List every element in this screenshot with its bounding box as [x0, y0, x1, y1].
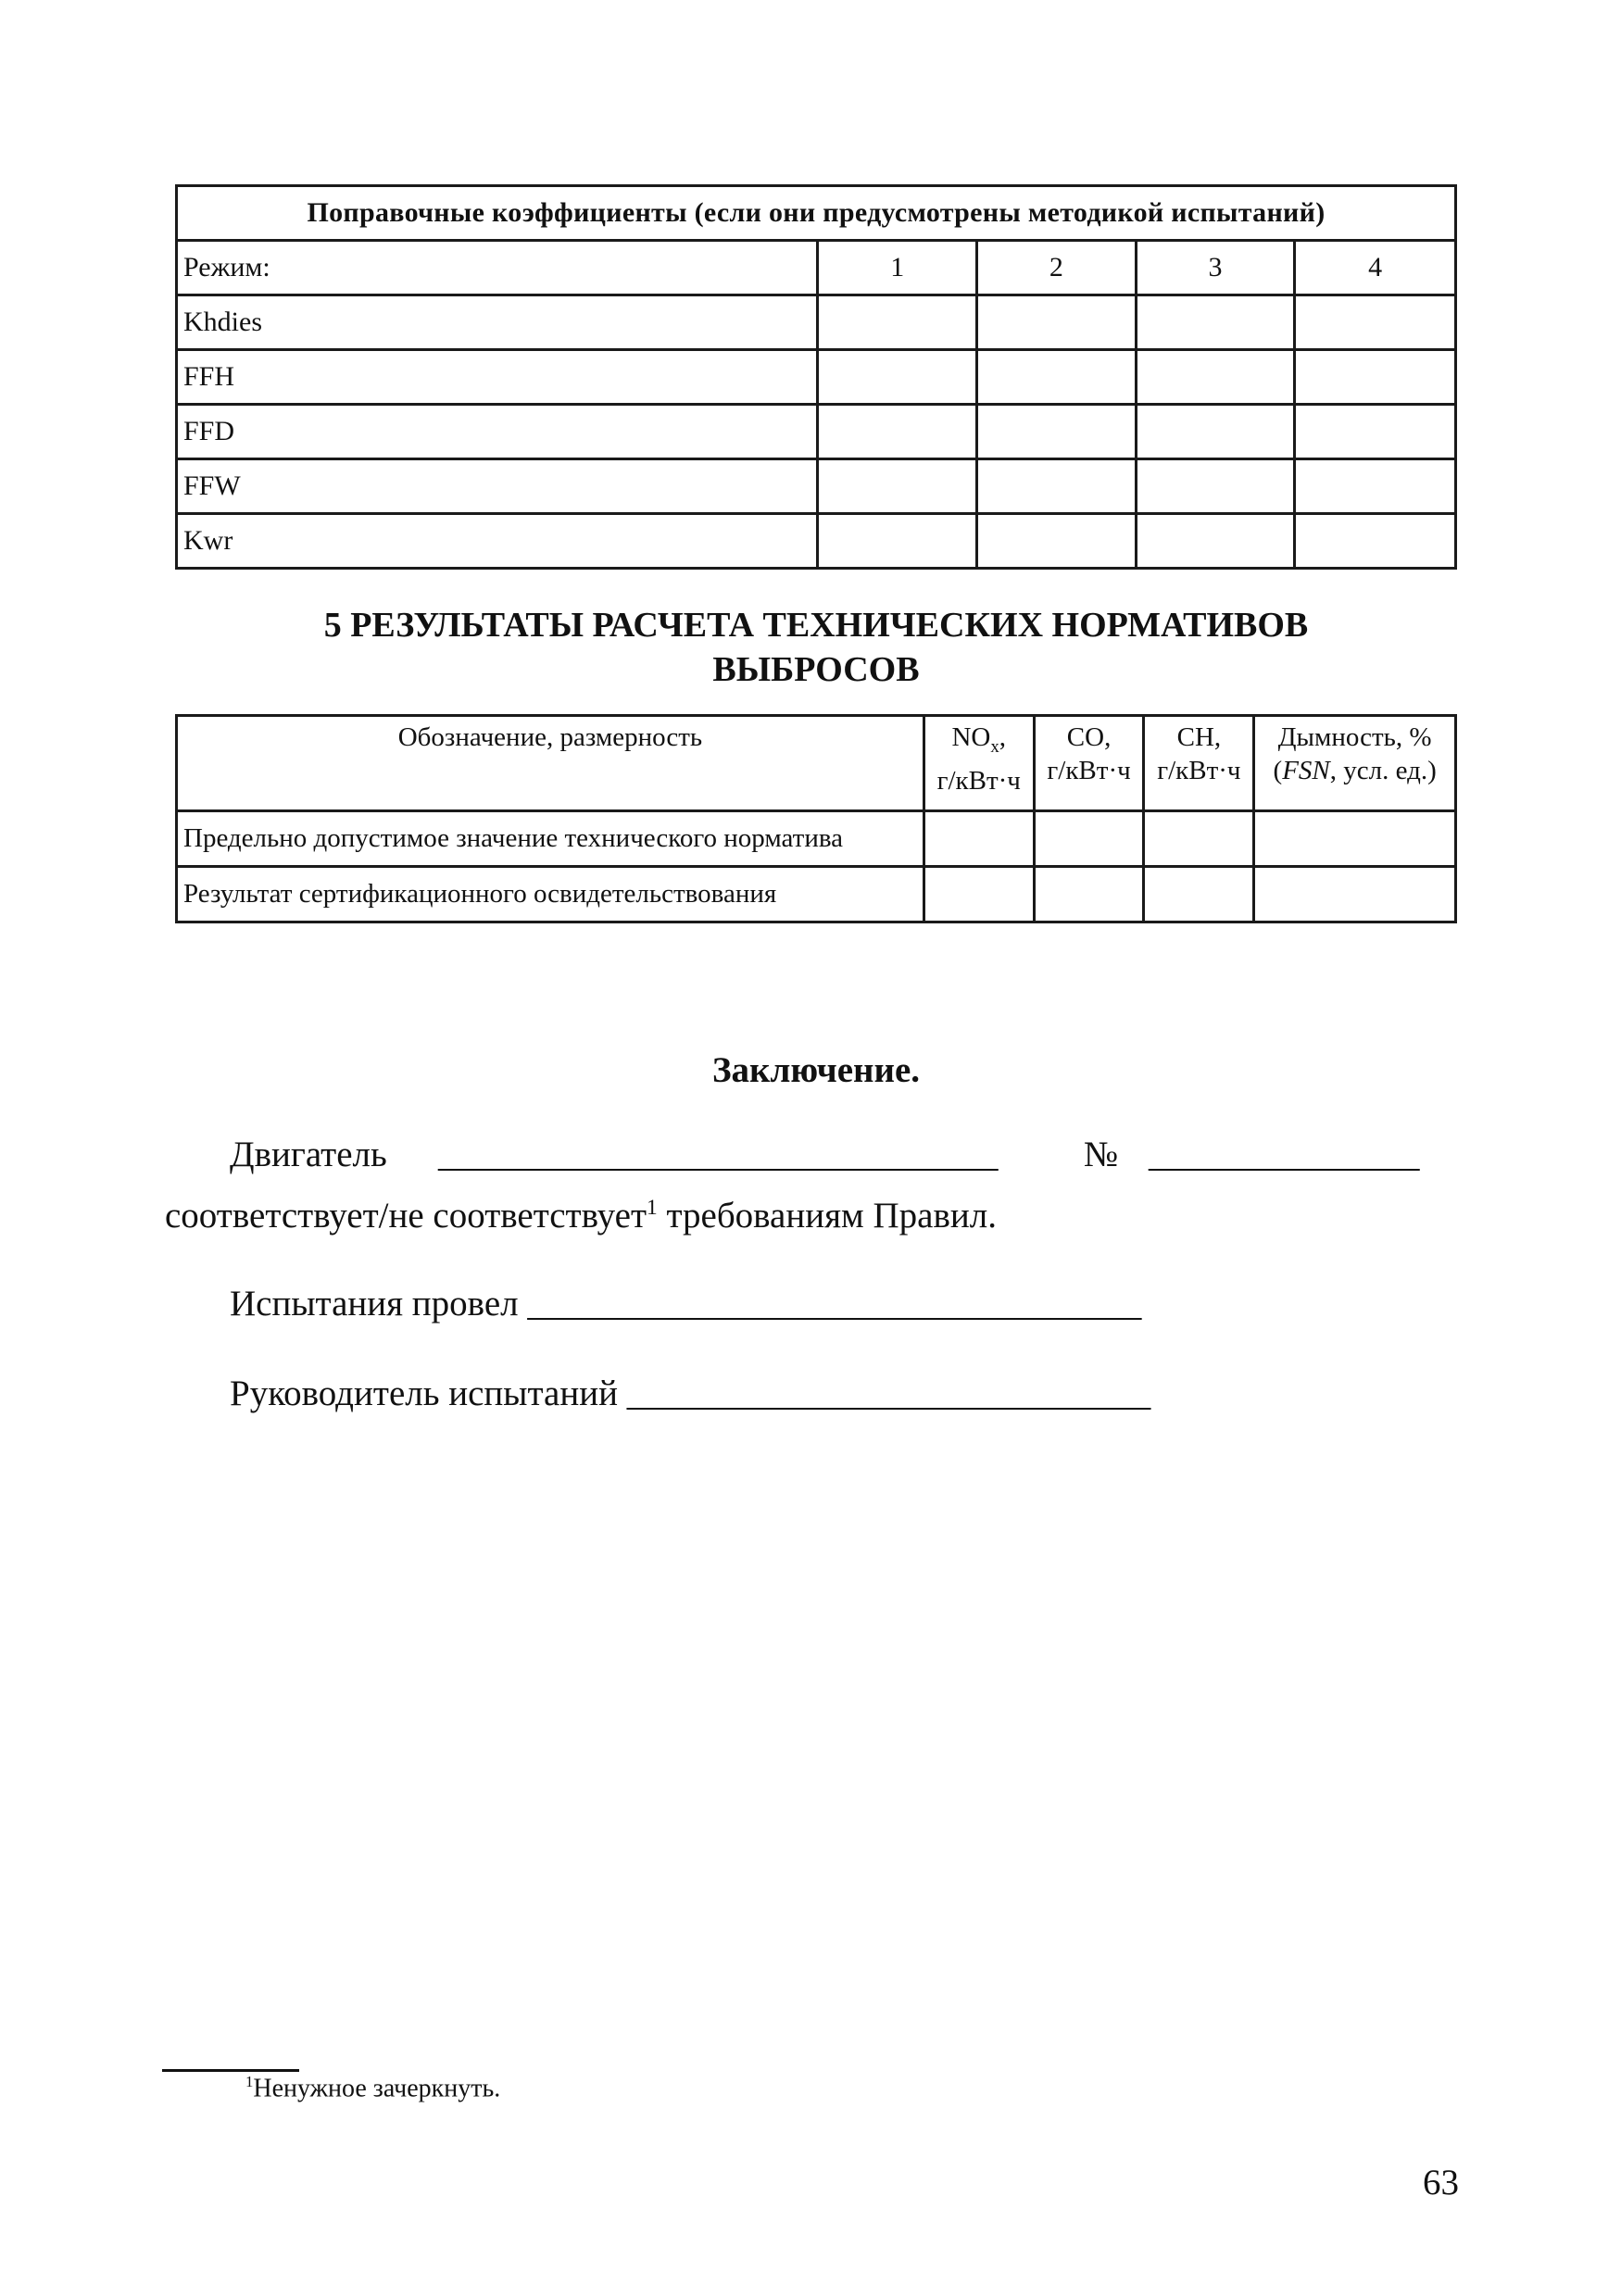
tested-by-blank: __________________________________ [527, 1284, 1142, 1324]
smoke-paren: ( [1273, 756, 1283, 785]
conclusion-title: Заключение. [711, 1050, 921, 1090]
footnote-mark: 1 [245, 2073, 254, 2090]
mode-3: 3 [1136, 241, 1295, 295]
empty-cell [1254, 811, 1456, 867]
emission-results-table [175, 714, 1457, 923]
section-title-line-1: 5 РЕЗУЛЬТАТЫ РАСЧЕТА ТЕХНИЧЕСКИХ НОРМАТИВОВ [323, 606, 1309, 645]
col-nox [924, 716, 1034, 811]
head-line [230, 1373, 1150, 1414]
ch-label: CH, [1176, 722, 1222, 752]
empty-cell [1144, 867, 1254, 922]
col-co [1034, 716, 1144, 811]
table-row [177, 514, 1456, 569]
empty-cell [1034, 867, 1144, 922]
empty-cell [1295, 459, 1456, 514]
footnote-rule [162, 2069, 299, 2072]
empty-cell [818, 350, 977, 405]
empty-cell [1254, 867, 1456, 922]
row-label: FFH [177, 350, 818, 405]
table-row [177, 295, 1456, 350]
table-row [177, 867, 1456, 922]
section-title-line-2: ВЫБРОСОВ [712, 650, 920, 689]
empty-cell [1295, 514, 1456, 569]
empty-cell [1295, 405, 1456, 459]
row-label: FFW [177, 459, 818, 514]
engine-blank: _______________________________ [438, 1135, 999, 1174]
col-ch [1144, 716, 1254, 811]
section-title [175, 603, 1457, 692]
col-smoke [1254, 716, 1456, 811]
footnote-text: Ненужное зачеркнуть. [253, 2074, 501, 2103]
mode-1: 1 [818, 241, 977, 295]
nox-subscript: x [990, 736, 999, 757]
ch-unit: г/кВт·ч [1157, 756, 1241, 785]
tested-by-line [230, 1283, 1141, 1324]
head-label: Руководитель испытаний [230, 1374, 618, 1413]
empty-cell [1136, 295, 1295, 350]
nox-label: NO [951, 722, 991, 752]
empty-cell [924, 867, 1034, 922]
smoke-label: Дымность, % [1277, 722, 1432, 752]
empty-cell [977, 350, 1137, 405]
footnote-ref: 1 [647, 1196, 658, 1220]
empty-cell [1144, 811, 1254, 867]
table-row [177, 811, 1456, 867]
correction-coefficients-table [175, 184, 1457, 570]
empty-cell [818, 459, 977, 514]
table-row [177, 459, 1456, 514]
table-row [177, 350, 1456, 405]
head-blank: _____________________________ [626, 1374, 1151, 1413]
tested-by-label: Испытания провел [230, 1284, 519, 1324]
empty-cell [977, 295, 1137, 350]
empty-cell [1136, 405, 1295, 459]
co-label: CO, [1066, 722, 1112, 752]
empty-cell [1295, 295, 1456, 350]
empty-cell [818, 405, 977, 459]
row-label: FFD [177, 405, 818, 459]
table-header: Поправочные коэффициенты (если они предусмотрены методикой испытаний) [177, 186, 1456, 241]
empty-cell [1034, 811, 1144, 867]
row-label: Khdies [177, 295, 818, 350]
row-result-label: Результат сертификационного освидетельствования [177, 867, 924, 922]
mode-2: 2 [977, 241, 1137, 295]
co-unit: г/кВт·ч [1047, 756, 1131, 785]
nox-comma: , [999, 722, 1006, 752]
table-row [177, 405, 1456, 459]
empty-cell [1136, 459, 1295, 514]
empty-cell [1295, 350, 1456, 405]
empty-cell [1136, 350, 1295, 405]
compliance-text: соответствует/не соответствует [165, 1196, 647, 1236]
engine-label: Двигатель [230, 1135, 387, 1174]
mode-label: Режим: [177, 241, 818, 295]
page-number: 63 [1423, 2163, 1459, 2202]
col-designation: Обозначение, размерность [177, 716, 924, 811]
compliance-rest: требованиям Правил. [657, 1196, 997, 1236]
empty-cell [977, 405, 1137, 459]
row-limit-label: Предельно допустимое значение технического норматива [177, 811, 924, 867]
footnote [245, 2073, 500, 2103]
empty-cell [818, 514, 977, 569]
number-blank: _______________ [1149, 1135, 1420, 1174]
empty-cell [977, 514, 1137, 569]
compliance-line [165, 1195, 997, 1236]
nox-unit: г/кВт·ч [936, 765, 1021, 796]
empty-cell [924, 811, 1034, 867]
smoke-fsn: FSN [1282, 756, 1330, 785]
empty-cell [818, 295, 977, 350]
smoke-unit: , усл. ед.) [1329, 756, 1437, 785]
row-label: Kwr [177, 514, 818, 569]
mode-4: 4 [1295, 241, 1456, 295]
empty-cell [977, 459, 1137, 514]
empty-cell [1136, 514, 1295, 569]
number-sign: № [1084, 1135, 1119, 1174]
